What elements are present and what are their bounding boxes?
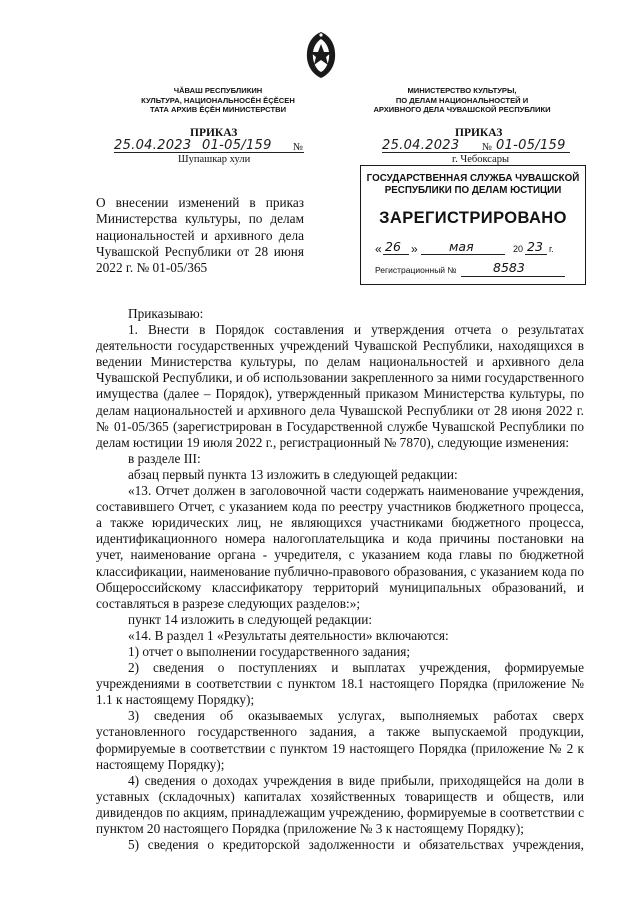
stamp-org-line: РЕСПУБЛИКИ ПО ДЕЛАМ ЮСТИЦИИ (384, 185, 562, 196)
coat-of-arms-icon (303, 30, 339, 80)
body-paragraph: 5) сведения о кредиторской задолженности и обязательствах учреждения, (128, 837, 584, 853)
stamp-reg-line (461, 276, 565, 277)
stamp-org-line: ГОСУДАРСТВЕННАЯ СЛУЖБА ЧУВАШСКОЙ (366, 173, 580, 184)
header-line: КУЛЬТУРА, НАЦИОНАЛЬНОСĔН ĔÇĔСЕН (141, 95, 295, 105)
order-place-left: Шупашкар хули (178, 154, 251, 165)
header-line: ПО ДЕЛАМ НАЦИОНАЛЬНОСТЕЙ И (395, 95, 529, 105)
underline (114, 152, 304, 153)
body-paragraph: 1) отчет о выполнении государственного задания; (128, 643, 411, 659)
number-sign-left: № (293, 142, 304, 153)
stamp-reg-label: Регистрационный № (375, 265, 457, 275)
quote-mark: « (375, 242, 382, 256)
order-subject: О внесении изменений в приказ Министерства культуры, по делам национальностей и архивного дела Чувашской Республики от 28 июня 2022 г. № 01-05/365 (96, 195, 304, 276)
ministry-header-chuvash (132, 86, 304, 115)
stamp-day-line (383, 254, 409, 255)
header-line: ТАТА АРХИВ ĔÇĔН МИНИСТЕРСТВИ (149, 105, 287, 115)
header-line: МИНИСТЕРСТВО КУЛЬТУРЫ, (407, 86, 517, 95)
header-line: АРХИВНОГО ДЕЛА ЧУВАШСКОЙ РЕСПУБЛИКИ (373, 105, 551, 115)
body-paragraph: пункт 14 изложить в следующей редакции: (128, 611, 373, 627)
body-paragraph: 1. Внести в Порядок составления и утверждения отчета о результатах деятельности государственных учреждений Чувашской Республики, находящихся в ведении Министерства культуры, по делам национальностей и архивного дела Чувашской Республики, и об использовании закрепленного за ними государственного имущества (далее – Порядок), утвержденный приказом Министерства культуры, по делам национальностей и архивного дела Чувашской Республики от 28 июня 2022 г. № 01-05/365 (зарегистрирован в Государственной службе Чувашской Республики по делам юстиции 19 июля 2022 г., регистрационный № 7870), следующие изменения: (96, 322, 584, 450)
body-paragraph: 2) сведения о поступлениях и выплатах учреждения, формируемые учреждениями в соответствии с пунктом 18.1 настоящего Порядка (приложение № 1.1 к настоящему Порядку); (96, 660, 584, 708)
body-paragraph: Приказываю: (128, 306, 204, 321)
body-paragraph: в разделе III: (128, 450, 201, 466)
order-date-left: 25.04.2023 (114, 138, 192, 153)
stamp-year-prefix: 20 (513, 244, 524, 254)
quote-mark: » (411, 242, 418, 256)
body-paragraph: «14. В раздел 1 «Результаты деятельности» включаются: (128, 627, 449, 643)
body-paragraph: 3) сведения об оказываемых услугах, выполняемых работах сверх установленного государственного задания, а также выпускаемой продукции, формируемые в соответствии с пунктом 19 настоящего Порядка (приложение № 2 к настоящему Порядку); (96, 708, 584, 772)
order-body (96, 306, 584, 853)
stamp-day: 26 (385, 239, 401, 254)
order-number-right: 01-05/159 (496, 138, 566, 153)
underline (382, 152, 570, 153)
registration-stamp (360, 165, 586, 285)
stamp-status: ЗАРЕГИСТРИРОВАНО (379, 209, 567, 227)
stamp-organization (361, 173, 585, 197)
stamp-year-line (525, 254, 547, 255)
stamp-year-suffix: 23 (527, 239, 543, 254)
body-paragraph: «13. Отчет должен в заголовочной части содержать наименование учреждения, составившего Отчет, с указанием кода по реестру участников бюджетного процесса, а также юридических лиц, не являющихся участниками бюджетного процесса, идентификационного номера налогоплательщика и кода причины постановки на учет, наименование органа - учредителя, с указанием кода главы по бюджетной классификации, наименование публично-правового образования, с указанием кода по Общероссийскому классификатору территорий муниципальных образований, и составляться в разрезе следующих разделов:»; (96, 483, 584, 611)
body-paragraph: 4) сведения о доходах учреждения в виде прибыли, приходящейся на доли в уставных (складочных) капиталах хозяйственных товариществ и обществ, или дивидендов по акциям, принадлежащим учреждению, формируемые в соответствии с пунктом 20 настоящего Порядка (приложение № 3 к настоящему Порядку); (96, 772, 584, 836)
header-line: ЧĂВАШ РЕСПУБЛИКИН (173, 86, 263, 95)
ministry-header-russian (360, 86, 564, 115)
order-title-left: ПРИКАЗ (190, 127, 238, 139)
stamp-month-line (421, 254, 505, 255)
order-place-right: г. Чебоксары (452, 154, 510, 165)
stamp-month: мая (449, 239, 474, 254)
stamp-reg-number: 8583 (493, 260, 525, 275)
number-sign-right: № (482, 142, 493, 153)
order-title-right: ПРИКАЗ (455, 127, 503, 139)
order-date-right: 25.04.2023 (382, 138, 460, 153)
stamp-year-unit: г. (549, 244, 554, 254)
order-number-left: 01-05/159 (202, 138, 272, 153)
body-paragraph: абзац первый пункта 13 изложить в следующей редакции: (128, 466, 458, 482)
